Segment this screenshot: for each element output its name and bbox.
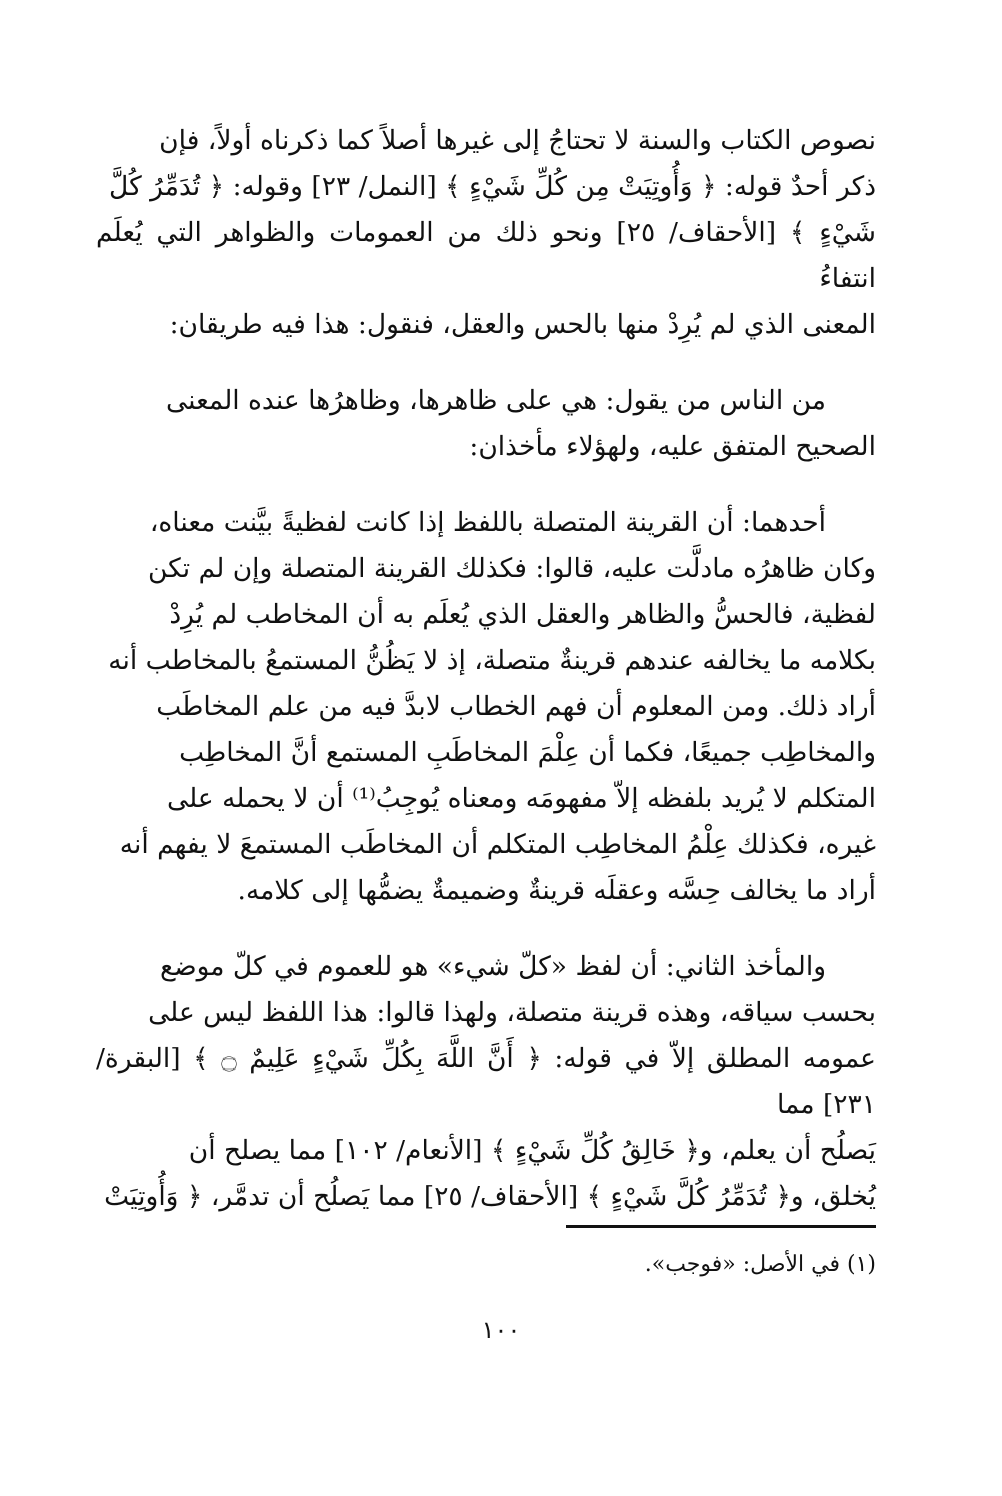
text-line: أحدهما: أن القرينة المتصلة باللفظ إذا كانت لفظيةً بيَّنت معناه،: [149, 507, 826, 538]
paragraph-4: [96, 944, 876, 1220]
text-line: المتكلم لا يُريد بلفظه إلاّ مفهومَه ومعناه يُوجِبُ⁽¹⁾ أن لا يحمله على: [167, 783, 876, 814]
text-line: أراد ما يخالف حِسَّه وعقلَه قرينةٌ وضميمةٌ يضمُّها إلى كلامه.: [237, 875, 876, 906]
text-line: شَيْءٍ ﴾ [الأحقاف/ ٢٥] ونحو ذلك من العمومات والظواهر التي يُعلَم انتفاءُ: [96, 217, 876, 294]
paragraph-2: [96, 378, 876, 470]
text-line: عمومه المطلق إلاّ في قوله: ﴿ أَنَّ اللَّهَ بِكُلِّ شَيْءٍ عَلِيمٌ ۝ ﴾ [البقرة/ ٢٣١] مما: [96, 1043, 876, 1120]
text-line: لفظية، فالحسُّ والظاهر والعقل الذي يُعلَم به أن المخاطب لم يُرِدْ: [169, 599, 876, 630]
footnote: (١) في الأصل: «فوجب».: [644, 1252, 876, 1277]
text-line: نصوص الكتاب والسنة لا تحتاجُ إلى غيرها أصلاً كما ذكرناه أولاً، فإن: [159, 125, 876, 156]
page-number: ١٠٠: [481, 1316, 521, 1344]
text-line: يُخلق، و﴿ تُدَمِّرُ كُلَّ شَيْءٍ ﴾ [الأحقاف/ ٢٥] مما يَصلُح أن تدمَّر، ﴿ وَأُوتِيَتْ: [104, 1181, 876, 1212]
text-line: ذكر أحدٌ قوله: ﴿ وَأُوتِيَتْ مِن كُلِّ شَيْءٍ ﴾ [النمل/ ٢٣] وقوله: ﴿ تُدَمِّرُ كُلَّ: [109, 171, 876, 202]
text-line: أراد ذلك. ومن المعلوم أن فهم الخطاب لابدَّ فيه من علم المخاطَب: [156, 691, 876, 722]
text-line: بحسب سياقه، وهذه قرينة متصلة، ولهذا قالوا: هذا اللفظ ليس على: [148, 997, 876, 1028]
text-line: المعنى الذي لم يُرِدْ منها بالحس والعقل، فنقول: هذا فيه طريقان:: [169, 309, 876, 340]
paragraph-3: [96, 500, 876, 914]
text-line: والمخاطِب جميعًا، فكما أن عِلْمَ المخاطَبِ المستمع أنَّ المخاطِب: [179, 737, 876, 768]
footnote-divider: [566, 1225, 876, 1228]
page-body: [96, 118, 876, 1250]
text-line: الصحيح المتفق عليه، ولهؤلاء مأخذان:: [469, 431, 876, 462]
text-line: من الناس من يقول: هي على ظاهرها، وظاهرُها عنده المعنى: [166, 385, 826, 416]
text-line: يَصلُح أن يعلم، و﴿ خَالِقُ كُلِّ شَيْءٍ ﴾ [الأنعام/ ١٠٢] مما يصلح أن: [188, 1135, 876, 1166]
paragraph-1: [96, 118, 876, 348]
text-line: غيره، فكذلك عِلْمُ المخاطِب المتكلم أن المخاطَب المستمعَ لا يفهم أنه: [119, 829, 876, 860]
text-line: والمأخذ الثاني: أن لفظ «كلّ شيء» هو للعموم في كلّ موضع: [159, 951, 826, 982]
text-line: بكلامه ما يخالفه عندهم قرينةٌ متصلة، إذ لا يَظُنُّ المستمعُ بالمخاطب أنه: [108, 645, 876, 676]
text-line: وكان ظاهرُه مادلَّت عليه، قالوا: فكذلك القرينة المتصلة وإن لم تكن: [147, 553, 876, 584]
